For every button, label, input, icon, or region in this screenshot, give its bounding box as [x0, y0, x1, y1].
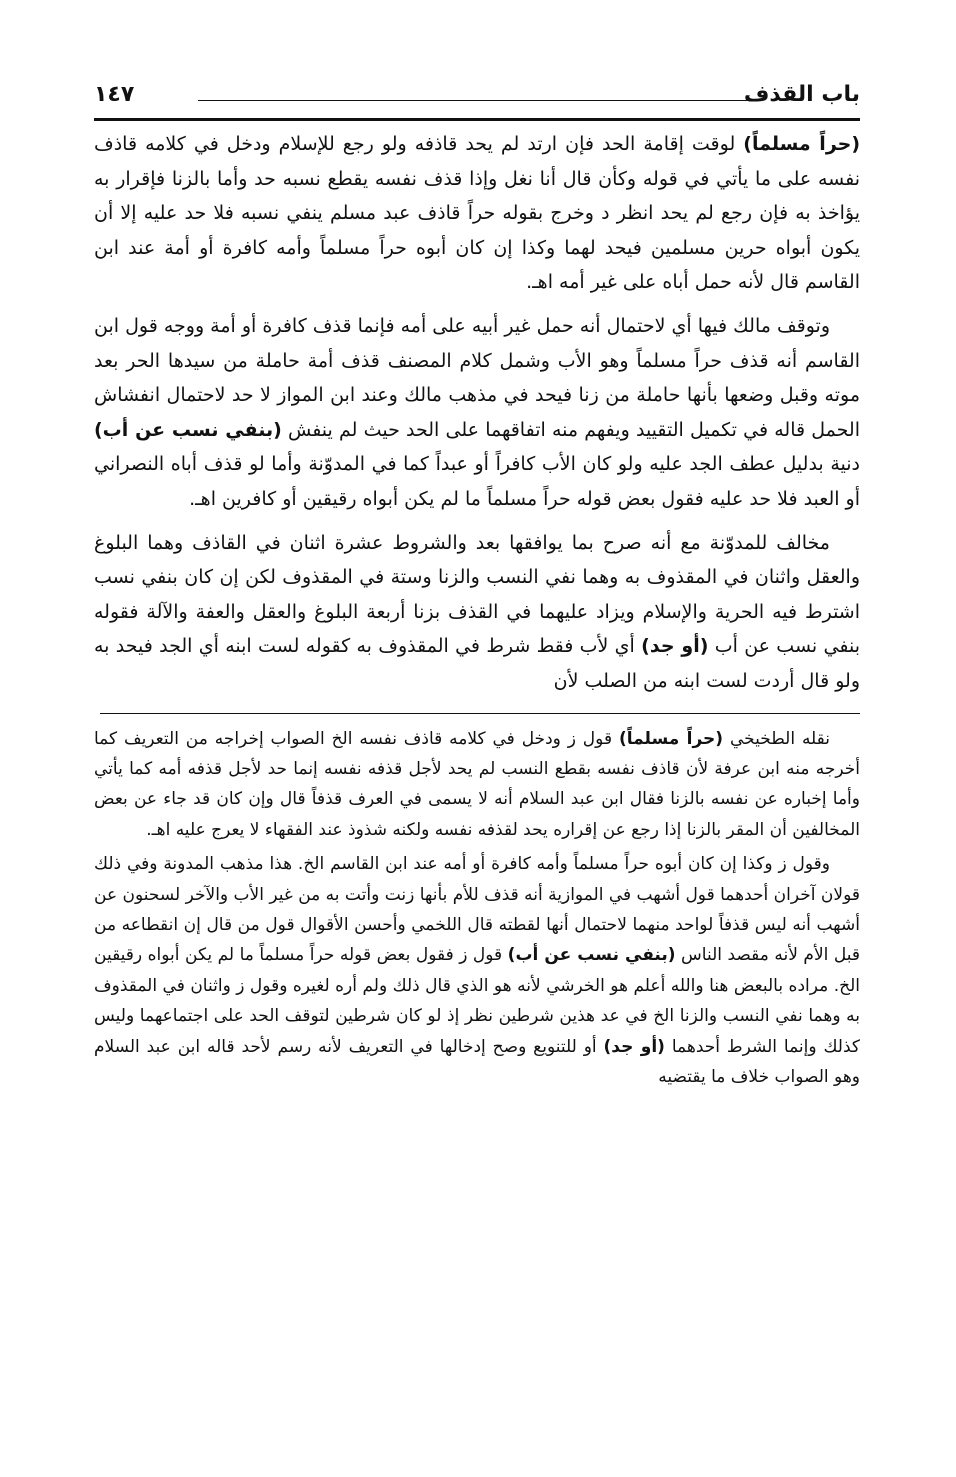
chapter-title: باب القذف — [743, 82, 860, 107]
notes-separator — [100, 713, 860, 714]
header-rule — [94, 118, 860, 121]
bold-term: (حراً مسلماً) — [743, 133, 861, 155]
body-paragraph — [94, 526, 860, 699]
paragraph-text: أي لأب فقط شرط في المقذوف به كقوله لست ابنه أي الجد فيحد به ولو قال أردت لست ابنه من الصلب لأن — [94, 635, 860, 692]
note-text: نقله الطخيخي — [723, 728, 831, 749]
paragraph-text: لوقت إقامة الحد فإن ارتد لم يحد قاذفه ولو رجع للإسلام ودخل في كلامه قاذف نفسه على ما يأتي في قوله وكأن قال أنا نغل وإذا قذف نفسه يقطع نسبه حد وأما بالزنا فإقرار به يؤاخذ به فإن رجع لم يحد انظر د وخرج بقوله حراً قاذف عبد مسلم ينفي نسبه فلا حد عليه إلا أن يكون أبواه حرين مسلمين فيحد لهما وكذا إن كان أبوه حراً مسلماً وأمه كافرة أو أمة عند ابن القاسم قال لأنه حمل أباه على غير أمه اهـ. — [94, 133, 860, 294]
paragraph-text: وتوقف مالك فيها أي لاحتمال أنه حمل غير أبيه على أمه فإنما قذف كافرة أو أمة ووجه قول ابن القاسم أنه قذف حراً مسلماً وهو الأب وشمل كلام المصنف قذف أمة حاملة من سيدها الحر بعد موته وقبل وضعها بأنها حاملة من زنا فيحد في مذهب مالك وعند ابن المواز لا حد لاحتمال انفشاش الحمل قاله في تكميل التقييد ويفهم منه اتفاقهما على الحد حيث لم ينفش — [94, 314, 861, 441]
paragraph-text: دنية بدليل عطف الجد عليه ولو كان الأب كافراً أو عبداً كما في المدوّنة وأما لو قذف أباه النصراني أو العبد فلا حد عليه فقول بعض قوله حراً مسلماً ما لم يكن أبواه رقيقين أو كافرين اهـ. — [94, 453, 860, 510]
body-paragraph — [94, 309, 860, 517]
bold-term: (أو جد) — [603, 1036, 665, 1057]
bold-term: (أو جد) — [641, 635, 709, 658]
bold-term: (بنفي نسب عن أب) — [94, 418, 282, 441]
footnotes — [94, 724, 860, 1093]
running-head-line — [198, 100, 756, 101]
paragraph-text: مخالف للمدوّنة مع أنه صرح بما يوافقها بعد والشروط عشرة اثنان في القاذف وهما البلوغ والعقل واثنان في المقذوف به وهما نفي النسب والزنا وستة في المقذوف لكن إن كان بنفي نسب اشترط فيه الحرية والإسلام ويزاد عليهما في القذف بزنا أربعة البلوغ والعقل والعفة والآلة فقوله بنفي نسب عن أب — [94, 531, 860, 658]
book-page — [94, 78, 860, 1096]
body-paragraph — [94, 127, 860, 300]
note-paragraph — [94, 724, 860, 846]
bold-term: (بنفي نسب عن أب) — [507, 945, 676, 966]
main-text — [94, 127, 860, 699]
note-paragraph — [94, 849, 860, 1092]
note-text: وقول ز وكذا إن كان أبوه حراً مسلماً وأمه كافرة أو أمه عند ابن القاسم الخ. هذا مذهب المدونة وفي ذلك قولان آخران أحدهما قول أشهب في الموازية أنه قذف للأم بأنها زنت وأتت به من غير الأب والآخر لسحنون عن أشهب أنه ليس قذفاً لواحد منهما لاحتمال أنها لقطته قال اللخمي وأحسن الأقوال قول من قال إن انقطاعه من قبل الأم لأنه مقصد الناس — [94, 854, 860, 966]
note-text: أو للتنويع وصح إدخالها في التعريف لأنه رسم لأحد قاله ابن عبد السلام وهو الصواب خلاف ما يقتضيه — [94, 1036, 860, 1087]
bold-term: (حراً مسلماً) — [618, 728, 724, 749]
page-number: ١٤٧ — [94, 82, 135, 107]
running-head — [94, 78, 860, 118]
note-text: قول ز فقول بعض قوله حراً مسلماً ما لم يكن أبواه رقيقين الخ. مراده بالبعض هنا والله أعلم هو الخرشي لأنه هو الذي قال ذلك ولم أره لغيره وقول ز واثنان في المقذوف به وهما نفي النسب والزنا الخ في عد هذين شرطين نظر إذ لو كان شرطين لتوقف الحد على اجتماعهما وليس كذلك وإنما الشرط أحدهما — [94, 945, 861, 1057]
note-text: قول ز ودخل في كلامه قاذف نفسه الخ الصواب إخراجه من التعريف كما أخرجه منه ابن عرفة لأن قاذف نفسه بقطع النسب لم يحد لأجل قذفه نفسه إنما حد لأجل قذفه أمه كما يأتي وأما إخباره عن نفسه بالزنا فقال ابن عبد السلام أنه لا يسمى في العرف قذفاً قال وإن كان قد جاء عن بعض المخالفين أن المقر بالزنا إذا رجع عن إقراره يحد لقذفه نفسه ولكنه شذوذ عند الفقهاء لا يعرج عليه اهـ. — [94, 728, 860, 840]
